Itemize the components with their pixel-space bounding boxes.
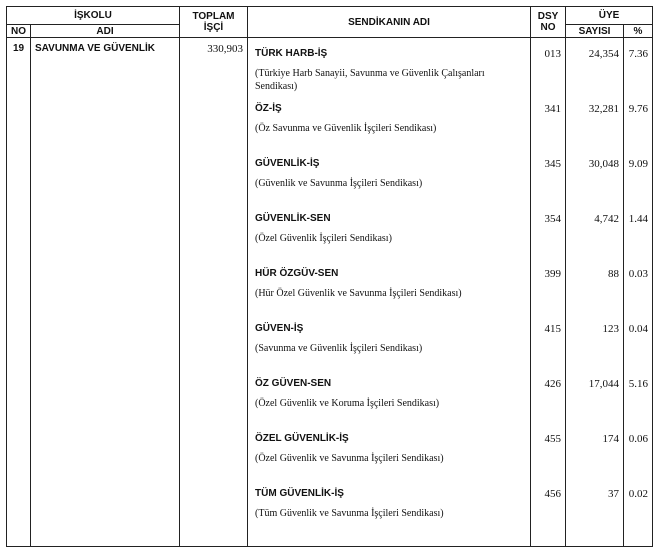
union-dsy-no: 426	[544, 378, 561, 390]
header-iskolu: İŞKOLU	[7, 7, 180, 25]
union-entry	[566, 268, 623, 323]
union-member-percent: 9.09	[628, 158, 648, 170]
union-entry	[566, 48, 623, 103]
union-entry	[248, 48, 530, 103]
union-entry	[566, 433, 623, 488]
header-uye: ÜYE	[566, 7, 653, 25]
sector-row	[7, 38, 653, 547]
union-entry	[248, 103, 530, 158]
union-member-count: 32,281	[588, 103, 619, 115]
union-entry	[248, 213, 530, 268]
sector-name: SAVUNMA VE GÜVENLİK	[31, 38, 180, 547]
union-membership-table	[6, 6, 653, 547]
union-entry	[624, 213, 652, 268]
union-entry	[531, 488, 565, 543]
union-member-count: 37	[608, 488, 619, 500]
union-full-name: (Hür Özel Güvenlik ve Savunma İşçileri Sendikası)	[255, 288, 462, 299]
union-entry	[531, 378, 565, 433]
union-full-name: (Türkiye Harb Sanayii, Savunma ve Güvenlik Çalışanları Sendikası)	[255, 68, 485, 92]
union-full-name: (Özel Güvenlik ve Savunma İşçileri Sendikası)	[255, 453, 444, 464]
union-dsy-no: 341	[544, 103, 561, 115]
union-member-percent: 0.04	[628, 323, 648, 335]
union-entry	[531, 433, 565, 488]
union-entry	[248, 378, 530, 433]
union-full-name: (Savunma ve Güvenlik İşçileri Sendikası)	[255, 343, 423, 354]
union-short-name: HÜR ÖZGÜV-SEN	[255, 268, 339, 279]
header-toplam-isci	[180, 7, 248, 38]
union-pct-stack	[624, 38, 652, 541]
union-full-name: (Tüm Güvenlik ve Savunma İşçileri Sendikası)	[255, 508, 444, 519]
union-dsy-no: 345	[544, 158, 561, 170]
union-short-name: ÖZ GÜVEN-SEN	[255, 378, 332, 389]
union-entry	[531, 103, 565, 158]
union-entry	[624, 158, 652, 213]
union-entry	[566, 158, 623, 213]
union-dsy-stack	[531, 38, 565, 541]
header-toplam-line2: İŞÇİ	[203, 22, 224, 33]
union-names-cell	[248, 38, 531, 547]
union-dsy-cell	[531, 38, 566, 547]
union-member-percent: 0.06	[628, 433, 648, 445]
union-entry	[624, 103, 652, 158]
sector-total: 330,903	[180, 38, 248, 547]
union-member-count: 17,044	[588, 378, 619, 390]
union-member-percent: 9.76	[628, 103, 648, 115]
union-membership-table-page	[6, 6, 652, 542]
union-short-name: ÖZEL GÜVENLİK-İŞ	[255, 433, 349, 444]
union-member-count: 30,048	[588, 158, 619, 170]
union-member-percent: 5.16	[628, 378, 648, 390]
union-dsy-no: 456	[544, 488, 561, 500]
sector-no: 19	[7, 38, 31, 547]
header-adi: ADI	[31, 25, 180, 38]
union-member-count: 24,354	[588, 48, 619, 60]
union-entry	[248, 433, 530, 488]
header-row-top	[7, 7, 653, 25]
union-pct-cell	[624, 38, 653, 547]
union-entry	[566, 103, 623, 158]
union-dsy-no: 399	[544, 268, 561, 280]
union-member-count: 4,742	[594, 213, 619, 225]
union-member-percent: 7.36	[628, 48, 648, 60]
union-short-name: TÜM GÜVENLİK-İŞ	[255, 488, 344, 499]
union-full-name: (Özel Güvenlik İşçileri Sendikası)	[255, 233, 392, 244]
header-dsy-line2: NO	[540, 22, 556, 33]
header-sayisi: SAYISI	[566, 25, 624, 38]
union-member-percent: 0.03	[628, 268, 648, 280]
union-member-count: 174	[602, 433, 619, 445]
union-entry	[248, 268, 530, 323]
union-entry	[624, 488, 652, 543]
union-entry	[248, 323, 530, 378]
union-entry	[531, 158, 565, 213]
union-entry	[531, 48, 565, 103]
union-entry	[624, 268, 652, 323]
union-short-name: TÜRK HARB-İŞ	[255, 48, 328, 59]
union-entry	[624, 48, 652, 103]
header-no: NO	[7, 25, 31, 38]
header-toplam-line1: TOPLAM	[192, 11, 235, 22]
union-dsy-no: 455	[544, 433, 561, 445]
union-entry	[624, 433, 652, 488]
union-entry	[248, 488, 530, 543]
union-entry	[531, 213, 565, 268]
union-full-name: (Özel Güvenlik ve Koruma İşçileri Sendikası)	[255, 398, 440, 409]
union-short-name: GÜVENLİK-İŞ	[255, 158, 320, 169]
union-entry	[566, 488, 623, 543]
union-member-count: 123	[602, 323, 619, 335]
union-entry	[624, 378, 652, 433]
union-names-stack	[248, 38, 530, 541]
union-entry	[531, 268, 565, 323]
header-pct: %	[624, 25, 653, 38]
union-short-name: ÖZ-İŞ	[255, 103, 282, 114]
union-entry	[624, 323, 652, 378]
union-entry	[566, 323, 623, 378]
header-dsy-line1: DSY	[537, 11, 559, 22]
union-entry	[566, 213, 623, 268]
union-full-name: (Güvenlik ve Savunma İşçileri Sendikası)	[255, 178, 423, 189]
union-members-cell	[566, 38, 624, 547]
union-entry	[248, 158, 530, 213]
union-dsy-no: 415	[544, 323, 561, 335]
union-entry	[566, 378, 623, 433]
union-short-name: GÜVENLİK-SEN	[255, 213, 331, 224]
union-dsy-no: 013	[544, 48, 561, 60]
union-short-name: GÜVEN-İŞ	[255, 323, 304, 334]
union-member-percent: 0.02	[628, 488, 648, 500]
union-member-percent: 1.44	[628, 213, 648, 225]
union-full-name: (Öz Savunma ve Güvenlik İşçileri Sendikası)	[255, 123, 437, 134]
header-sendika-adi: SENDİKANIN ADI	[248, 7, 531, 38]
union-entry	[531, 323, 565, 378]
union-members-stack	[566, 38, 623, 541]
header-dsy-no	[531, 7, 566, 38]
union-member-count: 88	[608, 268, 619, 280]
union-dsy-no: 354	[544, 213, 561, 225]
